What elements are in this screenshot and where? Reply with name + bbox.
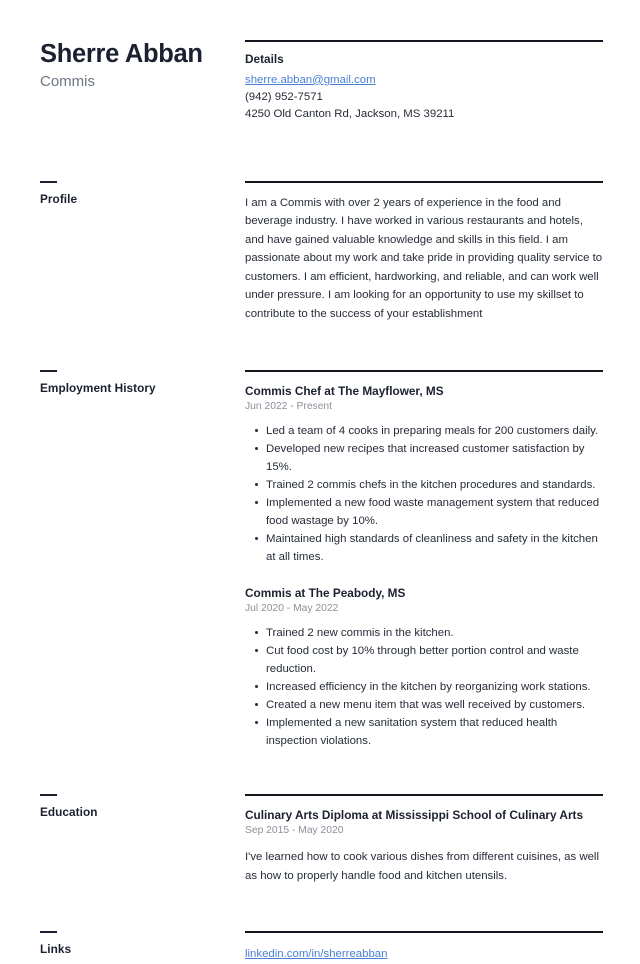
profile-side-label bbox=[40, 181, 245, 206]
links-row bbox=[40, 931, 603, 963]
list-item: Led a team of 4 cooks in preparing meals for 200 customers daily. bbox=[266, 422, 603, 440]
employment-entry bbox=[245, 586, 603, 750]
employment-bullets bbox=[245, 624, 603, 750]
dash-icon bbox=[40, 370, 57, 372]
education-description: I've learned how to cook various dishes from different cuisines, as well as how to properly handle food and kitchen utensils. bbox=[245, 851, 599, 882]
employment-title: Commis Chef at The Mayflower, MS bbox=[245, 384, 444, 398]
list-item: Created a new menu item that was well received by customers. bbox=[266, 696, 603, 714]
employment-title: Commis at The Peabody, MS bbox=[245, 585, 406, 600]
education-section bbox=[245, 794, 603, 886]
dash-icon bbox=[40, 181, 57, 183]
header-identity bbox=[40, 40, 245, 91]
employment-side-label bbox=[40, 370, 245, 395]
education-title: Culinary Arts Diploma at Mississippi School of Culinary Arts bbox=[245, 807, 584, 822]
employment-section bbox=[245, 370, 603, 750]
details-section bbox=[245, 40, 603, 124]
education-row bbox=[40, 794, 603, 886]
page-title: Sherre Abban bbox=[40, 40, 203, 68]
employment-date: Jul 2020 - May 2022 bbox=[245, 603, 339, 615]
phone-text: (942) 952-7571 bbox=[245, 91, 323, 104]
education-side-label bbox=[40, 794, 245, 819]
employment-entry bbox=[245, 384, 603, 566]
education-date: Sep 2015 - May 2020 bbox=[245, 825, 344, 837]
address-text: 4250 Old Canton Rd, Jackson, MS 39211 bbox=[245, 108, 455, 121]
profile-row bbox=[40, 181, 603, 323]
linkedin-link[interactable]: linkedin.com/in/sherreabban bbox=[245, 948, 388, 961]
job-title: Commis bbox=[40, 72, 95, 90]
profile-text: I am a Commis with over 2 years of experience in the food and beverage industry. I have worked in various restaurants and hotels, and have gained valuable knowledge and skills in this field. I am passionate about my work and take pride in providing quality service to customers. I am efficient, hardworking, and reliable, and can work well under pressure. I am looking for an opportunity to use my skillset to contribute to the success of your establishment bbox=[245, 196, 603, 320]
education-entry bbox=[245, 808, 603, 886]
list-item: Implemented a new food waste management system that reduced food wastage by 10%. bbox=[266, 494, 603, 530]
employment-date: Jun 2022 - Present bbox=[245, 401, 333, 413]
list-item: Developed new recipes that increased customer satisfaction by 15%. bbox=[266, 440, 603, 476]
details-heading: Details bbox=[245, 52, 284, 66]
employment-bullets bbox=[245, 422, 603, 566]
list-item: Cut food cost by 10% through better portion control and waste reduction. bbox=[266, 642, 603, 678]
employment-row bbox=[40, 370, 603, 750]
links-section bbox=[245, 931, 603, 963]
links-side-label bbox=[40, 931, 245, 956]
list-item: Trained 2 commis chefs in the kitchen procedures and standards. bbox=[266, 476, 603, 494]
profile-section bbox=[245, 181, 603, 323]
list-item: Trained 2 new commis in the kitchen. bbox=[266, 624, 603, 642]
sidebar-item-links: Links bbox=[40, 942, 72, 957]
list-item: Implemented a new sanitation system that reduced health inspection violations. bbox=[266, 714, 603, 750]
dash-icon bbox=[40, 931, 57, 933]
sidebar-item-education: Education bbox=[40, 804, 98, 819]
header-row bbox=[40, 40, 603, 124]
list-item: Maintained high standards of cleanliness and safety in the kitchen at all times. bbox=[266, 530, 603, 566]
list-item: Increased efficiency in the kitchen by reorganizing work stations. bbox=[266, 678, 603, 696]
dash-icon bbox=[40, 794, 57, 796]
sidebar-item-profile: Profile bbox=[40, 191, 78, 206]
sidebar-item-employment-history: Employment History bbox=[40, 381, 156, 395]
email-link[interactable]: sherre.abban@gmail.com bbox=[245, 73, 376, 86]
